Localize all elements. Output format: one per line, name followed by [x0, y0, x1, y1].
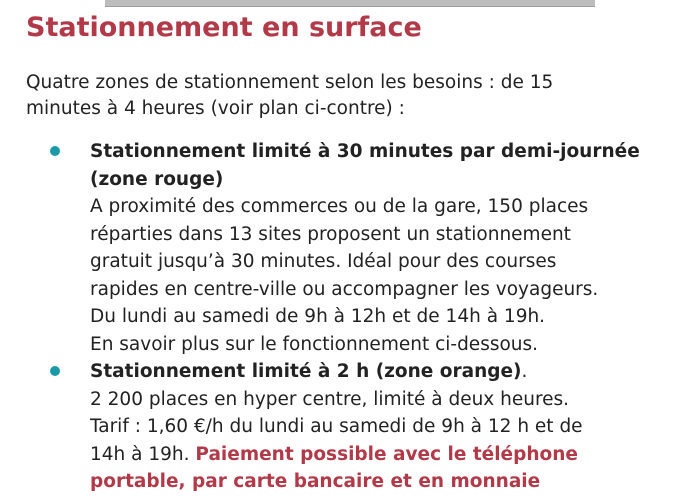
zone-title: Stationnement limité à 30 minutes par demi-journée: [90, 141, 640, 162]
zone-title: Stationnement limité à 2 h (zone orange): [90, 361, 522, 382]
payment-highlight: portable, par carte bancaire et en monnaie: [90, 471, 541, 492]
zone-hours: 14h à 19h.: [90, 443, 196, 465]
zone-title: (zone rouge): [90, 168, 224, 190]
zone-title-line: [90, 358, 690, 386]
zone-description-line: rapides en centre-ville ou accompagner les voyageurs.: [90, 278, 599, 300]
parking-zone-list: [0, 138, 700, 496]
intro-line: minutes à 4 heures (voir plan ci-contre) :: [26, 98, 405, 119]
payment-highlight: Paiement possible avec le téléphone: [195, 443, 578, 465]
bullet-dot-icon: [50, 146, 60, 156]
zone-description-line: A proximité des commerces ou de la gare, 150 places: [90, 196, 589, 217]
zone-description-line: [90, 441, 690, 469]
intro-paragraph: [26, 70, 676, 122]
list-item-zone-rouge: [0, 138, 700, 358]
zone-description-line: 2 200 places en hyper centre, limité à deux heures.: [90, 388, 570, 410]
zone-description-line: gratuit jusqu’à 30 minutes. Idéal pour des courses: [90, 251, 557, 272]
zone-description-line: réparties dans 13 sites proposent un stationnement: [90, 223, 571, 245]
zone-description-line: Du lundi au samedi de 9h à 12h et de 14h à 19h.: [90, 306, 546, 327]
intro-line: Quatre zones de stationnement selon les besoins : de 15: [26, 72, 554, 93]
zone-description-line: En savoir plus sur le fonctionnement ci-dessous.: [90, 333, 539, 355]
zone-title-suffix: .: [521, 361, 528, 382]
section-heading: Stationnement en surface: [26, 12, 422, 43]
zone-description-line: Tarif : 1,60 €/h du lundi au samedi de 9h à 12 h et de: [90, 416, 583, 437]
list-item-zone-orange: [0, 358, 700, 496]
top-image-edge: [105, 0, 595, 7]
bullet-dot-icon: [50, 366, 60, 376]
